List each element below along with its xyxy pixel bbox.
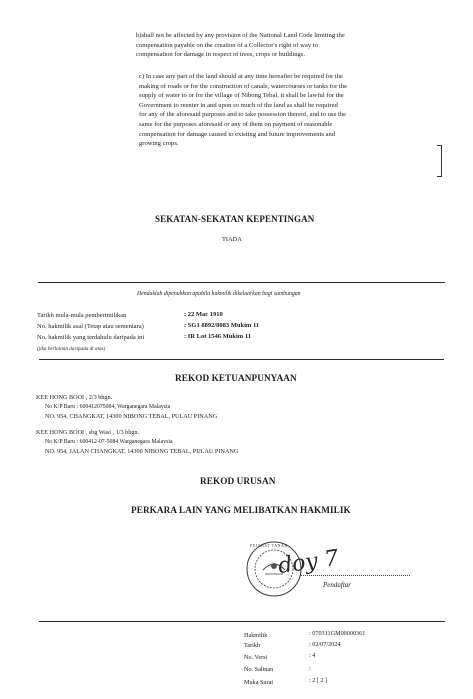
footer-copy-value: : (309, 665, 311, 672)
footer-version-label: No. Versi (244, 654, 268, 661)
previous-title-value: : IR Lot 1546 Mukim 11 (184, 333, 251, 340)
signature-line (300, 575, 410, 576)
condition-clause-b: b)shall not be affected by any provision of the National Land Code limiting the compensation payable on the creation of a Collector's right of way to compensation for damage in respect of trees, crops or buildings. (136, 32, 345, 59)
title-info-note: (jika berlainan daripada di atas) (37, 346, 106, 352)
margin-bracket (437, 145, 442, 177)
footer-copy-label: No. Salinan (244, 666, 274, 673)
registrar-signature: doy 7 (276, 545, 341, 580)
footer-title-value: : 070311GM00000361 (309, 630, 366, 637)
owner-2-id: No K/P Baru : 600412-07-5084 Warganegara Malaysia (45, 438, 173, 445)
original-title-label: No. hakmilik asal (Tetap atau sementara) (37, 323, 144, 330)
restrictions-value: TIADA (222, 236, 242, 243)
first-alienation-label: Tarikh mula-mula pemberimilikan (37, 312, 127, 319)
previous-title-label: No. hakmilik yang terdahulu daripada ini (37, 334, 145, 341)
owner-2-address: NO. 954, JALAN CHANGKAT, 14300 NIBONG TEBAL, PULAU PINANG (45, 448, 239, 456)
first-alienation-value: : 22 Mac 1910 (184, 311, 223, 318)
ownership-heading: REKOD KETUANPUNYAAN (175, 373, 297, 383)
owner-1-address: NO. 954, CHANGKAT, 14300 NIBONG TEBAL, PULAU PINANG (45, 413, 218, 421)
footer-date-value: : 02/07/2024 (309, 641, 341, 648)
footer-version-value: : 4 (309, 652, 316, 659)
stamp-text: PEJABAT TANAH (250, 543, 288, 548)
other-matters-heading: PERKARA LAIN YANG MELIBATKAN HAKMILIK (131, 505, 351, 515)
condition-clause-c: c) In case any part of the land should at any time hereafter be required for the making of roads or for the construction of canals, watercourses or tanks for the supply of water to or for the village of Nibong Tebal, it shall be lawful for the Government to reenter in and upon so much of the land as shall be required for any of the aforesaid purposes and to take possession thereof, and to use the same for the purposes aforesaid or any of them on payment of reasonable compensation for damage caused to existing and future improvements and growing crops. (139, 73, 348, 148)
owner-2-name: KEE HONG BOOI , sbg Wasi , 1/3 bhgn. (36, 429, 140, 436)
owner-entry-2 (36, 428, 238, 457)
footer-page-label: Muka Surat (244, 679, 274, 686)
registrar-label: Pendaftar (323, 581, 351, 589)
divider-top (38, 282, 445, 283)
footer-title-label: Hakmilik (244, 632, 268, 639)
endorsement-note: Hendaklah dipenuhkan apabila hakmilik dikeluarkan bagi sambungan (137, 291, 301, 297)
owner-entry-1 (36, 393, 217, 422)
dealings-heading: REKOD URUSAN (200, 476, 276, 486)
footer-date-label: Tarikh (244, 642, 261, 649)
restrictions-heading: SEKATAN-SEKATAN KEPENTINGAN (155, 214, 315, 224)
owner-1-id: No K/P Baru : 600412075084, Warganegara Malaysia (45, 403, 171, 410)
divider-ownership (39, 359, 444, 360)
footer-page-value: : 2 [ 2 ] (309, 677, 328, 684)
divider-bottom (39, 621, 445, 622)
owner-1-name: KEE HONG BOOI , 2/3 bhgn. (36, 394, 113, 401)
original-title-value: : SG1 8892/8083 Mukim 11 (184, 322, 260, 329)
